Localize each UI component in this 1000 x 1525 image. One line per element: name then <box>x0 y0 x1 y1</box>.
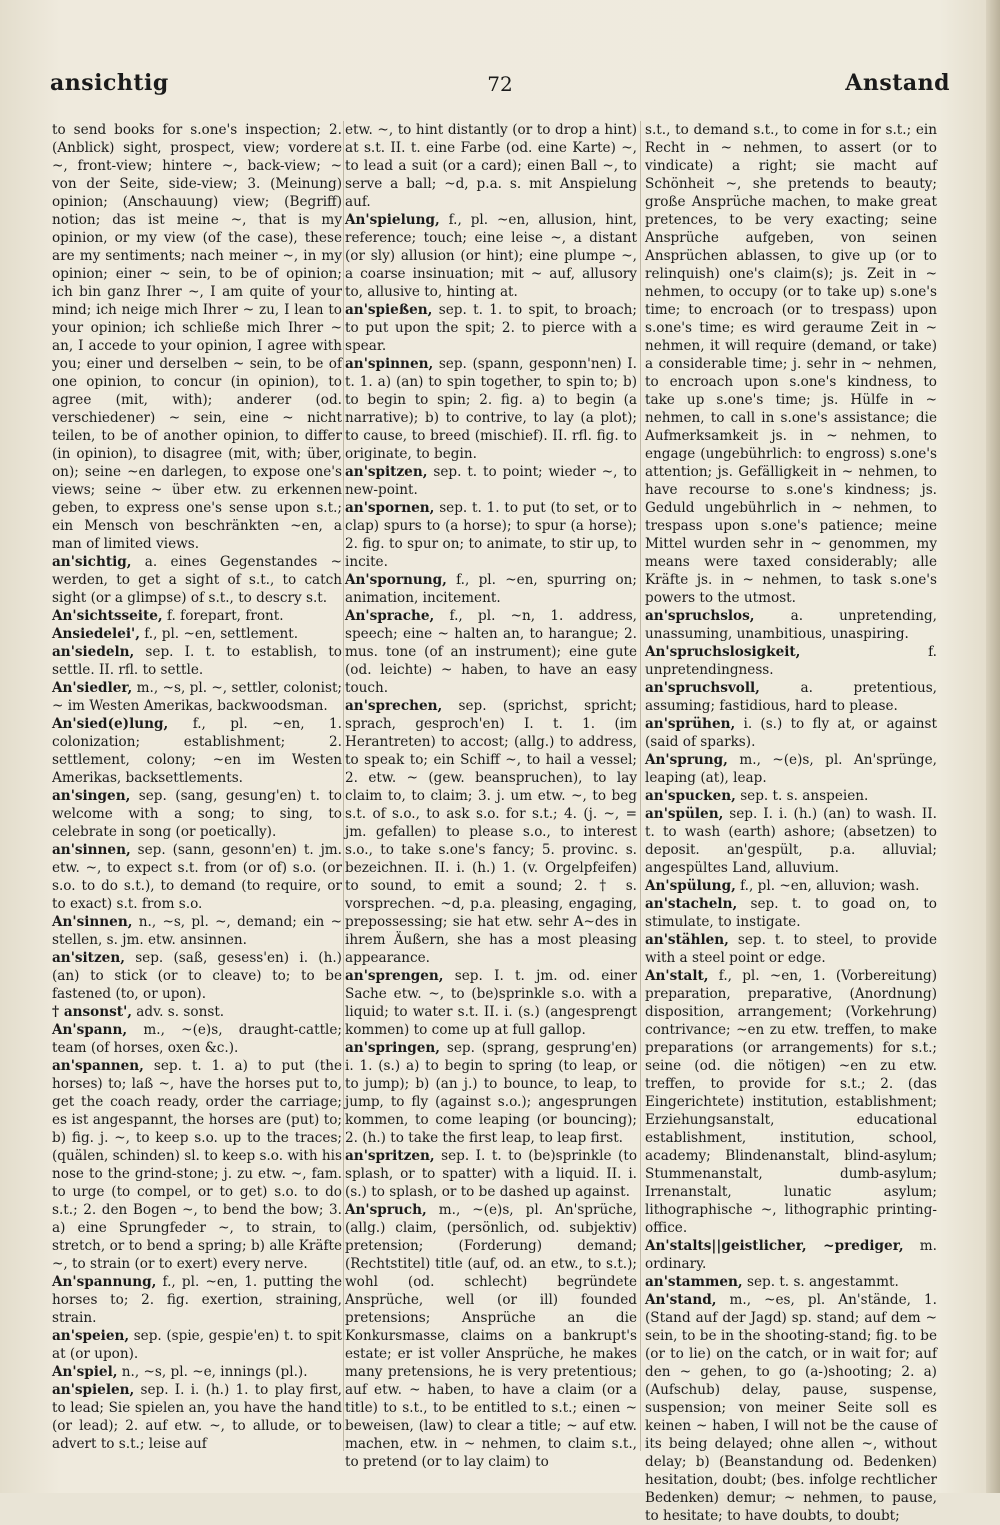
dictionary-entry <box>645 1237 937 1273</box>
dictionary-entry <box>645 643 937 679</box>
entry-definition: sep. I. i. (h.) 1. to play first, to lead; Sie spielen an, you have the hand (or lead); 2. auf etw. ~, to allude, or to advert to s.t.; leise auf <box>52 1382 342 1452</box>
entry-headword: an'sprengen, <box>345 968 444 984</box>
dictionary-entry <box>345 607 637 697</box>
entry-definition: etw. ~, to hint distantly (or to drop a hint) at s.t. II. t. eine Farbe (od. eine Karte) ~, to lead a suit (or a card); einen Ball ~, to serve a ball; ~d, p.a. s. mit Anspielung auf. <box>345 122 637 210</box>
entry-definition: sep. (sprichst, spricht; sprach, gesproch'en) I. t. 1. (im Herantreten) to accost; (allg.) to address, to speak to; ein Schiff ~, to hail a vessel; 2. etw. ~ (gew. beanspruchen), to lay claim to, to claim; 3. j. um etw. ~, to beg s.t. of s.o., to ask s.o. for s.t.; 4. (j. ~, = jm. gefallen) to please s.o., to interest s.o., to take s.one's fancy; 5. provinc. s. bezeichnen. II. i. (h.) 1. (v. Orgelpfeifen) to sound, to emit a sound; 2. † s. vorsprechen. ~d, p.a. pleasing, engaging, prepossessing; sie hat etw. sehr A~des in ihrem Äußern, she has a most pleasing appearance. <box>345 698 638 966</box>
entry-definition: sep. t. to point; wieder ~, to new-point. <box>345 464 637 498</box>
dictionary-entry <box>52 121 342 553</box>
entry-definition: sep. (spie, gespie'en) t. to spit at (or upon). <box>52 1328 343 1362</box>
entry-definition: sep. t. s. angestammt. <box>746 1274 899 1290</box>
column-rule <box>343 121 344 1451</box>
dictionary-entry <box>52 949 342 1003</box>
entry-headword: an'spruchslos, <box>645 608 755 624</box>
dictionary-entry <box>52 643 342 679</box>
page-header <box>50 70 950 104</box>
entry-headword: an'siedeln, <box>52 644 135 660</box>
entry-definition: i. (s.) to fly at, or against (said of sparks). <box>645 716 937 750</box>
entry-definition: sep. t. 1. to put (to set, or to clap) spurs to (a horse); to spur (a horse); 2. fig. to spur on; to animate, to stir up, to incite. <box>345 500 637 570</box>
entry-definition: f., pl. ~en, allusion, hint, reference; touch; eine leise ~, a distant (or sly) allusion (or hint); eine plumpe ~, a coarse insinuation; mit ~ auf, allusory to, allusive to, hinting at. <box>345 212 637 300</box>
dictionary-entry <box>345 211 637 301</box>
entry-headword: An'siedler, <box>52 680 133 696</box>
dictionary-entry <box>52 607 342 625</box>
entry-definition: sep. t. to steel, to provide with a steel point or edge. <box>645 932 937 966</box>
dictionary-entry <box>645 931 937 967</box>
entry-definition: adv. s. sonst. <box>136 1004 225 1020</box>
entry-definition: sep. t. 1. to spit, to broach; to put upon the spit; 2. to pierce with a spear. <box>345 302 638 354</box>
entry-definition: f. unpretendingness. <box>645 644 937 678</box>
entry-headword: An'stalt, <box>645 968 709 984</box>
entry-headword: an'sprühen, <box>645 716 736 732</box>
entry-headword: An'spann, <box>52 1022 128 1038</box>
dictionary-entry <box>345 697 637 967</box>
entry-headword: An'spülung, <box>645 878 736 894</box>
entry-definition: sep. I. t. to (be)sprinkle (to splash, or to spatter) with a liquid. II. i. (s.) to splash, or to be dashed up against. <box>345 1148 638 1200</box>
entry-headword: An'sinnen, <box>52 914 133 930</box>
entry-definition: f., pl. ~en, 1. putting the horses to; 2. fig. exertion, straining, strain. <box>52 1274 342 1326</box>
entry-definition: f., pl. ~en, alluvion; wash. <box>740 878 920 894</box>
entry-definition: sep. t. to goad on, to stimulate, to instigate. <box>645 896 937 930</box>
entry-definition: m., ~(e)s, pl. An'sprüche, (allg.) claim, (persönlich, od. subjektiv) pretension; (Forderung) demand; (Rechtstitel) title (auf, od. an etw., to s.t.); wohl (od. schlecht) begründete Ansprüche, well (or ill) founded pretensions; Ansprüche an die Konkursmasse, claims on a bankrupt's estate; er ist voller Ansprüche, he makes many pretensions, he is very pretentious; auf etw. ~ haben, to have a claim (or a title) to s.t., to be entitled to s.t.; einen ~ beweisen, (law) to clear a title; ~ auf etw. machen, etw. in ~ nehmen, to claim s.t., to pretend (or to lay claim) to <box>345 1202 637 1470</box>
entry-definition: a. unpretending, unassuming, unambitious, unaspiring. <box>645 608 938 642</box>
entry-headword: An'spielung, <box>345 212 440 228</box>
entry-definition: f., pl. ~en, spurring on; animation, incitement. <box>345 572 637 606</box>
entry-headword: an'spornen, <box>345 500 435 516</box>
entry-headword: an'spucken, <box>645 788 736 804</box>
dictionary-entry <box>52 1363 342 1381</box>
entry-definition: sep. I. i. (h.) (an) to wash. II. t. to wash (earth) ashore; (absetzen) to deposit. an'gespült, p.a. alluvial; angespültes Land, alluvium. <box>645 806 937 876</box>
entry-headword: an'sprechen, <box>345 698 443 714</box>
entry-definition: m. ordinary. <box>645 1238 938 1272</box>
entry-headword: An'sied(e)lung, <box>52 716 169 732</box>
entry-headword: an'stammen, <box>645 1274 743 1290</box>
dictionary-entry <box>645 805 937 877</box>
dictionary-entry <box>645 1273 937 1291</box>
dictionary-entry <box>645 877 937 895</box>
entry-definition: f., pl. ~n, 1. address, speech; eine ~ halten an, to harangue; 2. mus. tone (of an instrument); eine gute (od. leichte) ~ haben, to have an easy touch. <box>345 608 637 696</box>
entry-definition: a. eines Gegenstandes ~ werden, to get a sight of s.t., to catch sight (or a glimpse) of s.t., to descry s.t. <box>52 554 343 606</box>
entry-definition: sep. (saß, gesess'en) i. (h.) (an) to stick (or to cleave) to; to be fastened (to, or upon). <box>52 950 342 1002</box>
entry-headword: An'stalts||geistlicher, ~prediger, <box>645 1238 904 1254</box>
dictionary-entry <box>345 571 637 607</box>
dictionary-entry <box>52 841 342 913</box>
entry-headword: an'sitzen, <box>52 950 125 966</box>
entry-definition: n., ~s, pl. ~, demand; ein ~ stellen, s. jm. etw. ansinnen. <box>52 914 342 948</box>
entry-headword: an'singen, <box>52 788 131 804</box>
header-left-guideword: ansichtig <box>50 70 169 96</box>
entry-definition: sep. (sann, gesonn'en) t. jm. etw. ~, to expect s.t. from (or of) s.o. (or s.o. to do s.t.), to demand (to require, or to exact) s.t. from s.o. <box>52 842 342 912</box>
dictionary-entry <box>345 499 637 571</box>
dictionary-entry <box>52 1381 342 1453</box>
dictionary-entry <box>645 607 937 643</box>
entry-headword: an'spitzen, <box>345 464 428 480</box>
dictionary-entry <box>645 121 937 607</box>
entry-definition: f., pl. ~en, 1. colonization; establishment; 2. settlement, colony; ~en im Westen Amerikas, backsettlements. <box>52 716 342 786</box>
entry-definition: m., ~(e)s, draught-cattle; team (of horses, oxen &c.). <box>52 1022 342 1056</box>
entry-headword: an'stacheln, <box>645 896 738 912</box>
dictionary-entry <box>52 679 342 715</box>
dictionary-entry <box>52 913 342 949</box>
entry-headword: An'spruch, <box>345 1202 427 1218</box>
page-number: 72 <box>487 72 513 96</box>
dictionary-entry <box>345 1039 637 1147</box>
entry-headword: an'speien, <box>52 1328 130 1344</box>
dictionary-entry <box>345 301 637 355</box>
entry-headword: An'sichtsseite, <box>52 608 163 624</box>
entry-headword: an'spießen, <box>345 302 433 318</box>
entry-definition: a. pretentious, assuming; fastidious, hard to please. <box>645 680 937 714</box>
entry-headword: Ansiedelei', <box>52 626 140 642</box>
entry-definition: f. forepart, front. <box>166 608 284 624</box>
dictionary-entry <box>345 1147 637 1201</box>
dictionary-entry <box>645 787 937 805</box>
column-1 <box>52 121 342 1451</box>
entry-definition: sep. (spann, gesponn'nen) I. t. 1. a) (an) to spin together, to spin to; b) to begin to spin; 2. fig. a) to begin (a narrative); b) to contrive, to lay (a plot); to cause, to breed (mischief). II. rfl. fig. to originate, to begin. <box>345 356 637 462</box>
dictionary-entry <box>345 463 637 499</box>
entry-headword: An'spruchslosigkeit, <box>645 644 801 660</box>
dictionary-entry <box>345 967 637 1039</box>
dictionary-entry <box>345 1201 637 1471</box>
dictionary-entry <box>645 679 937 715</box>
dictionary-entry <box>52 1003 342 1021</box>
entry-headword: an'spritzen, <box>345 1148 435 1164</box>
dictionary-entry <box>645 715 937 751</box>
dictionary-entry <box>52 625 342 643</box>
entry-definition: m., ~(e)s, pl. An'sprünge, leaping (at), leap. <box>645 752 937 786</box>
entry-definition: to send books for s.one's inspection; 2. (Anblick) sight, prospect, view; vordere ~, front-view; hintere ~, back-view; ~ von der Seite, side-view; 3. (Meinung) opinion; (Anschauung) view; (Begriff) notion; das ist meine ~, that is my opinion, or my view (of the case), these are my sentiments; nach meiner ~, in my opinion; einer ~ sein, to be of opinion; ich bin ganz Ihrer ~, I am quite of your mind; ich neige mich Ihrer ~ zu, I lean to your opinion; ich schließe mich Ihrer ~ an, I accede to your opinion, I agree with you; einer und derselben ~ sein, to be of one opinion, to concur (in opinion), to agree (mit, with); anderer (od. verschiedener) ~ sein, eine ~ nicht teilen, to be of another opinion, to differ (in opinion), to disagree (mit, with; über, on); seine ~en darlegen, to expose one's views; seine ~ über etw. zu erkennen geben, to express one's sense upon s.t.; ein Mensch von beschränkten ~en, a man of limited views. <box>52 122 342 552</box>
dictionary-entry <box>645 1291 937 1525</box>
entry-headword: an'springen, <box>345 1040 440 1056</box>
dictionary-entry <box>645 895 937 931</box>
entry-headword: an'spülen, <box>645 806 724 822</box>
entry-headword: an'spinnen, <box>345 356 434 372</box>
entry-definition: sep. (sang, gesung'en) t. to welcome with a song; to sing, to celebrate in song (or poetically). <box>52 788 342 840</box>
entry-headword: An'sprache, <box>345 608 435 624</box>
entry-definition: s.t., to demand s.t., to come in for s.t.; ein Recht in ~ nehmen, to assert (or to vindicate) a right; sie macht auf Schönheit ~, she pretends to beauty; große Ansprüche machen, to make great pretences, to be very exacting; seine Ansprüche aufgeben, von seinen Ansprüchen ablassen, to give up (or to relinquish) one's claim(s); js. Zeit in ~ nehmen, to occupy (or to take up) s.one's time; to encroach (or to trespass) upon s.one's time; es wird geraume Zeit in ~ nehmen, it will require (demand, or take) a considerable time; j. sehr in ~ nehmen, to encroach upon s.one's kindness, to take up s.one's time; js. Hülfe in ~ nehmen, to call in s.one's assistance; die Aufmerksamkeit js. in ~ nehmen, to engage (ungebührlich: to engross) s.one's attention; js. Gefälligkeit in ~ nehmen, to have recourse to s.one's kindness; js. Geduld ungebührlich in ~ nehmen, to trespass upon s.one's patience; meine Mittel wurden sehr in ~ genommen, my means were taxed considerably; alle Kräfte js. in ~ nehmen, to task s.one's powers to the utmost. <box>645 122 937 606</box>
page-edge-shadow <box>986 0 1000 1493</box>
entry-headword: An'sprung, <box>645 752 728 768</box>
entry-headword: an'spielen, <box>52 1382 135 1398</box>
entry-headword: An'stand, <box>645 1292 717 1308</box>
dictionary-entry <box>52 1273 342 1327</box>
entry-definition: sep. (sprang, gesprung'en) i. 1. (s.) a) to begin to spring (to leap, or to jump); b) (an j.) to bounce, to leap, to jump, to fly (against s.o.); angesprungen kommen, to come leaping (or bouncing); 2. (h.) to take the first leap, to leap first. <box>345 1040 637 1146</box>
dictionary-entry <box>52 1057 342 1273</box>
dictionary-entry <box>52 715 342 787</box>
entry-headword: an'sichtig, <box>52 554 132 570</box>
entry-definition: sep. I. t. jm. od. einer Sache etw. ~, to (be)sprinkle s.o. with a liquid; to water s.t. II. i. (s.) (angesprengt kommen) to come up at full gallop. <box>345 968 637 1038</box>
entry-headword: An'spornung, <box>345 572 447 588</box>
entry-headword: An'spannung, <box>52 1274 157 1290</box>
column-2 <box>345 121 638 1470</box>
dictionary-entry <box>645 751 937 787</box>
dictionary-entry <box>52 1021 342 1057</box>
entry-definition: m., ~s, pl. ~, settler, colonist; ~ im Westen Amerikas, backwoodsman. <box>52 680 342 714</box>
dictionary-entry <box>345 121 637 211</box>
header-right-guideword: Anstand <box>845 70 950 96</box>
column-3 <box>645 121 938 1524</box>
entry-definition: f., pl. ~en, 1. (Vorbereitung) preparation, preparative, (Anordnung) disposition, arrangement; (Vorkehrung) contrivance; ~en zu etw. treffen, to make preparations (or arrangements) for s.t.; seine (od. die nötigen) ~en zu etw. treffen, to provide for s.t.; 2. (das Eingerichtete) institution, establishment; Erziehungsanstalt, educational establishment, institution, school, academy; Blindenanstalt, blind-asylum; Stummenanstalt, dumb-asylum; Irrenanstalt, lunatic asylum; lithographische ~, lithographic printing-office. <box>645 968 937 1236</box>
dictionary-entry <box>645 967 937 1237</box>
entry-definition: sep. I. t. to establish, to settle. II. rfl. to settle. <box>52 644 342 678</box>
entry-headword: An'spiel, <box>52 1364 118 1380</box>
entry-headword: an'sinnen, <box>52 842 131 858</box>
entry-definition: sep. t. s. anspeien. <box>740 788 869 804</box>
entry-definition: n., ~s, pl. ~e, innings (pl.). <box>121 1364 308 1380</box>
entry-headword: † ansonst', <box>52 1004 132 1020</box>
entry-headword: an'spruchsvoll, <box>645 680 760 696</box>
entry-headword: an'spannen, <box>52 1058 144 1074</box>
column-rule <box>640 121 641 1451</box>
entry-definition: m., ~es, pl. An'stände, 1. (Stand auf der Jagd) sp. stand; auf dem ~ sein, to be in the shooting-stand; fig. to be (or to lie) on the catch, or in wait for; auf den ~ gehen, to go (a-)shooting; 2. a) (Aufschub) delay, pause, suspense, suspension; von meiner Seite soll es keinen ~ haben, I will not be the cause of its being delayed; ohne allen ~, without delay; b) (Beanstandung od. Bedenken) hesitation, doubt; (bes. infolge rechtlicher Bedenken) demur; ~ nehmen, to pause, to hesitate; to have doubts, to doubt; <box>645 1292 937 1524</box>
dictionary-entry <box>345 355 637 463</box>
entry-definition: f., pl. ~en, settlement. <box>144 626 299 642</box>
entry-definition: sep. t. 1. a) to put (the horses) to; laß ~, have the horses put to, get the coach ready, order the carriage; es ist angespannt, the horses are (put) to; b) fig. j. ~, to keep s.o. up to the traces; (quälen, schinden) sl. to keep s.o. with his nose to the grind-stone; j. zu etw. ~, fam. to urge (to compel, or to get) s.o. to do s.t.; 2. den Bogen ~, to bend the bow; 3. a) eine Sprungfeder ~, to strain, to stretch, or to bend a spring; b) alle Kräfte ~, to strain (or to exert) every nerve. <box>52 1058 343 1272</box>
dictionary-entry <box>52 787 342 841</box>
dictionary-entry <box>52 1327 342 1363</box>
dictionary-entry <box>52 553 342 607</box>
entry-headword: an'stählen, <box>645 932 729 948</box>
